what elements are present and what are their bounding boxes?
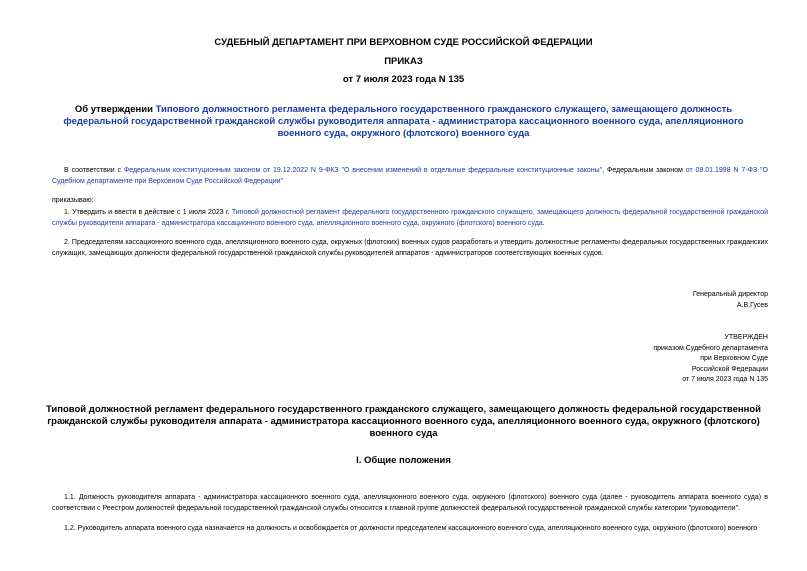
department-heading: СУДЕБНЫЙ ДЕПАРТАМЕНТ ПРИ ВЕРХОВНОМ СУДЕ РОССИЙСКОЙ ФЕДЕРАЦИИ [214,37,593,48]
approved-line-3: при Верховном Суде [700,355,768,362]
order-item-1 [52,208,768,229]
approved-line-5: от 7 июля 2023 года N 135 [682,376,768,383]
paragraph-1-2: 1.2. Руководитель аппарата военного суда назначается на должность и освобождается от должности председателем кассационного военного суда, апелляционного военного суда, окружного (флотского) военного [64,525,758,532]
item1-regulation-link[interactable]: Типовой должностной регламент федерального государственного гражданского служащего, замещающего должность федеральной государственной гражданской службы руководителя аппарата - администратора кассационного военного суда, апелляционного военного суда, окружного (флотского) военного суда [52,209,768,227]
order-word: приказываю: [52,197,94,204]
signature-block [693,290,768,311]
regulation-title: Типовой должностной регламент федерального государственного гражданского служащего, замещающего должность федеральной государственной гражданской службы руководителя аппарата - администратора кассационного военного суда, апелляционного военного суда, окружного (флотского) военного суда [45,404,762,439]
fkz-law-link[interactable]: Федеральным конституционным законом от 19.12.2022 N 9-ФКЗ "О внесении изменений в отдельные федеральные конституционные законы" [123,167,603,174]
signature-name: А.В.Гусев [736,301,768,309]
approved-block [653,333,768,386]
paragraph-1-1: 1.1. Должность руководителя аппарата - администратора кассационного военного суда, апелляционного военного суда, окружного (флотского) военного суда (далее - руководитель аппарата военного суда) в соответствии с Реестром должностей федеральной государственной гражданской службы относится к главной группе должностей федеральной государственной гражданской службы категории "руководители". [52,494,768,512]
subject-regulation-link[interactable]: Типового должностного регламента федерального государственного гражданского служащего, замещающего должность федеральной государственной гражданской службы руководителя аппарата - администратора кассационного военного суда, апелляционного военного суда, окружного (флотского) военного суда [63,104,744,139]
preamble-text-2: , Федеральным законом [602,167,686,174]
fz-law-link[interactable]: от 08.01.1998 N 7-ФЗ "О Судебном департаменте при Верховном Суде Российской Федерации" [52,167,768,185]
order-item-2: 2. Председателям кассационного военного суда, апелляционного военного суда, окружных (флотских) военных судов разработать и утвердить должностные регламенты федеральных государственных гражданских служащих, замещающих должности федеральной государственной гражданской службы руководителей аппаратов - администраторов соответствующих военных судов. [52,239,768,257]
approved-line-2: приказом Судебного департамента [653,344,768,352]
doc-type-heading: ПРИКАЗ [384,56,423,67]
item1-text-1: 1. Утвердить и ввести в действие с 1 июля 2023 г. [64,209,232,216]
signature-position: Генеральный директор [692,291,768,298]
item1-text-2: . [542,219,545,227]
approved-label: УТВЕРЖДЕН [724,334,768,341]
section-heading: I. Общие положения [356,455,451,466]
subject-prefix: Об утверждении [74,104,156,115]
preamble-paragraph [52,166,768,187]
order-subject [52,104,755,140]
preamble-text-1: В соответствии с [64,167,124,174]
date-number-heading: от 7 июля 2023 года N 135 [342,74,465,85]
approved-line-4: Российской Федерации [691,365,768,373]
